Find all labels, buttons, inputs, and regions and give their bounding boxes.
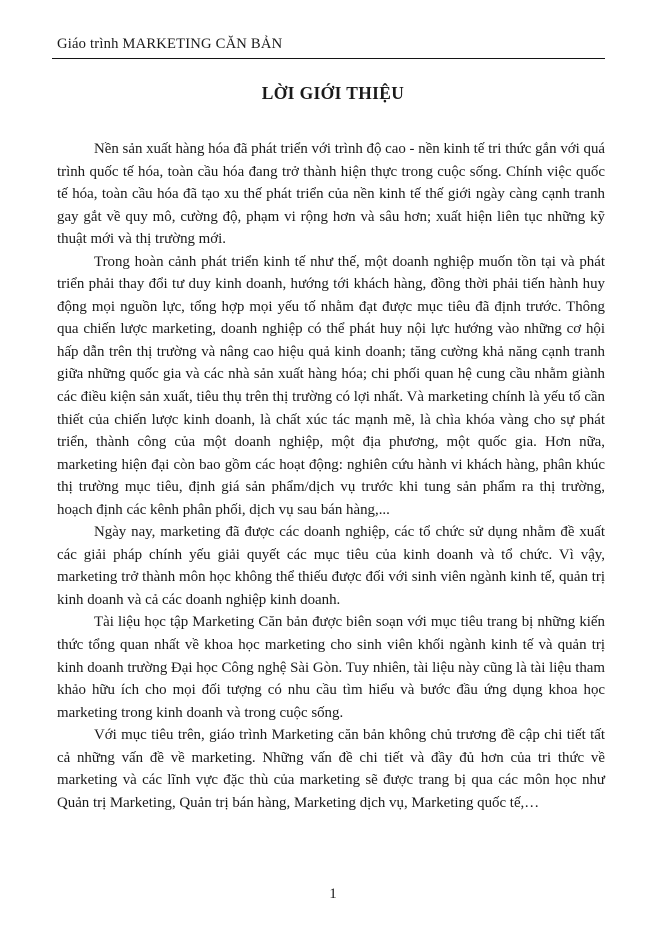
running-header-title: Giáo trình MARKETING CĂN BẢN (57, 36, 283, 52)
running-header (52, 35, 605, 59)
page-number: 1 (329, 886, 337, 902)
paragraph-3: Ngày nay, marketing đã được các doanh nghiệp, các tổ chức sử dụng nhằm đề xuất các giải pháp chính yếu giải quyết các mục tiêu của kinh doanh và tổ chức. Vì vậy, marketing trở thành môn học không thể thiếu được đối với sinh viên ngành kinh tế, quản trị kinh doanh và cả các doanh nghiệp kinh doanh. (57, 524, 605, 608)
document-body (57, 138, 605, 814)
paragraph-5: Với mục tiêu trên, giáo trình Marketing căn bản không chủ trương đề cập chi tiết tất cả những vấn đề về marketing. Những vấn đề chi tiết và đầy đủ hơn của tri thức về marketing và các lĩnh vực đặc thù của marketing sẽ được trang bị qua các môn học như Quản trị Marketing, Quản trị bán hàng, Marketing dịch vụ, Marketing quốc tế,… (57, 727, 605, 811)
paragraph-4: Tài liệu học tập Marketing Căn bản được biên soạn với mục tiêu trang bị những kiến thức tổng quan nhất về khoa học marketing cho sinh viên khối ngành kinh tế và quản trị kinh doanh trường Đại học Công nghệ Sài Gòn. Tuy nhiên, tài liệu này cũng là tài liệu tham khảo hữu ích cho mọi đối tượng có nhu cầu tìm hiểu và bước đầu ứng dụng khoa học marketing trong kinh doanh và trong cuộc sống. (57, 614, 605, 721)
page-title: LỜI GIỚI THIỆU (261, 83, 405, 103)
paragraph-1: Nền sản xuất hàng hóa đã phát triển với trình độ cao - nền kinh tế tri thức gắn với quá trình quốc tế hóa, toàn cầu hóa đang trở thành hiện thực trong cuộc sống. Chính việc quốc tế hóa, toàn cầu hóa đã tạo xu thế phát triển của nền kinh tế thế giới ngày càng cạnh tranh gay gắt về quy mô, cường độ, phạm vi rộng hơn và sâu hơn; xuất hiện liên tục những kỹ thuật mới và thị trường mới. (57, 141, 605, 248)
paragraph-2: Trong hoàn cảnh phát triển kinh tế như thế, một doanh nghiệp muốn tồn tại và phát triển phải thay đổi tư duy kinh doanh, hướng tới khách hàng, đồng thời phải tiến hành huy động mọi nguồn lực, tổng hợp mọi yếu tố nhằm đạt được mục tiêu đã định trước. Thông qua chiến lược marketing, doanh nghiệp có thể phát huy nội lực hướng vào những cơ hội hấp dẫn trên thị trường và nâng cao hiệu quả kinh doanh; tăng cường khả năng cạnh tranh giữa những quốc gia và các nhà sản xuất hàng hóa; chi phối quan hệ cung cầu nhằm giành các điều kiện sản xuất, tiêu thụ trên thị trường có lợi nhất. Và marketing chính là yếu tố cần thiết của chiến lược kinh doanh, là chất xúc tác mạnh mẽ, là chìa khóa vàng cho sự phát triển, thành công của một doanh nghiệp, một địa phương, một quốc gia. Hơn nữa, marketing hiện đại còn bao gồm các hoạt động: nghiên cứu hành vi khách hàng, phân khúc thị trường mục tiêu, định giá sản phẩm/dịch vụ trước khi tung sản phẩm ra thị trường, hoạch định các kênh phân phối, dịch vụ sau bán hàng,... (57, 253, 605, 518)
